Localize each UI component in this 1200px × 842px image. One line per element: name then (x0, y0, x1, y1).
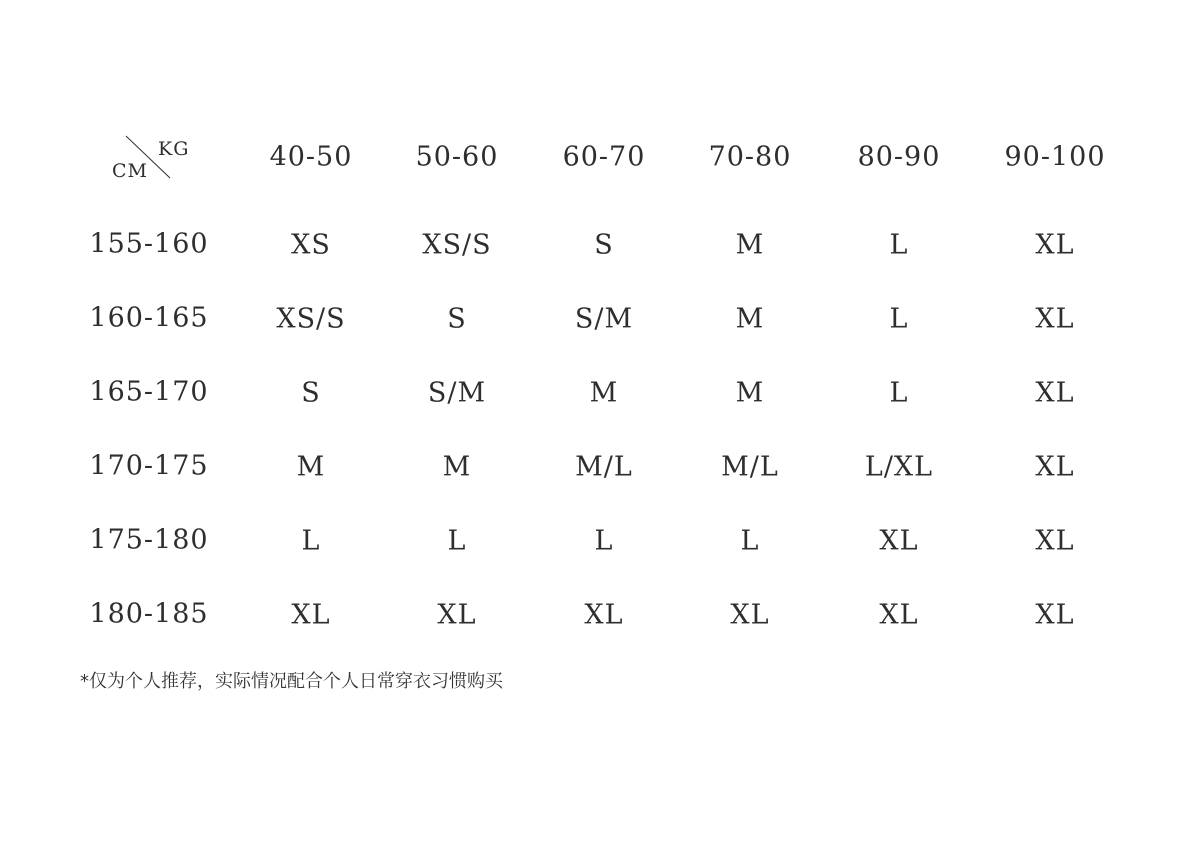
size-cell: XL (1035, 229, 1075, 261)
size-cell: L (889, 377, 909, 409)
size-cell: L (594, 525, 614, 557)
size-cell: S (447, 303, 467, 335)
column-header: 80-90 (857, 141, 941, 173)
column-header: 60-70 (562, 141, 646, 173)
row-header: 155-160 (89, 228, 209, 260)
size-cell: XL (879, 525, 919, 557)
size-cell: M/L (575, 451, 633, 483)
size-cell: L (740, 525, 760, 557)
height-unit-label: CM (112, 160, 148, 182)
size-cell: XL (584, 599, 624, 631)
size-cell: S/M (574, 303, 634, 335)
row-header: 180-185 (89, 598, 209, 630)
size-cell: XL (437, 599, 477, 631)
size-cell: M/L (721, 451, 779, 483)
size-cell: XL (730, 599, 770, 631)
size-cell: XL (1035, 525, 1075, 557)
size-cell: L (447, 525, 467, 557)
column-header: 70-80 (708, 141, 792, 173)
size-cell: XL (1035, 451, 1075, 483)
size-cell: M (735, 303, 765, 335)
row-header: 175-180 (89, 524, 209, 556)
size-cell: M (589, 377, 619, 409)
size-cell: L (889, 229, 909, 261)
row-header: 165-170 (89, 376, 209, 408)
size-cell: XS/S (422, 229, 492, 261)
row-header: 160-165 (89, 302, 209, 334)
corner-header (108, 134, 198, 186)
size-cell: L/XL (864, 451, 934, 483)
size-cell: XL (879, 599, 919, 631)
size-cell: XL (1035, 303, 1075, 335)
size-cell: XL (291, 599, 331, 631)
size-cell: M (442, 451, 472, 483)
size-cell: S/M (427, 377, 487, 409)
size-cell: L (301, 525, 321, 557)
column-header: 90-100 (1004, 141, 1106, 173)
size-cell: XS (291, 229, 331, 261)
row-header: 170-175 (89, 450, 209, 482)
size-cell: XL (1035, 599, 1075, 631)
size-cell: M (735, 229, 765, 261)
column-header: 50-60 (415, 141, 499, 173)
column-header: 40-50 (269, 141, 353, 173)
size-cell: M (735, 377, 765, 409)
footnote: *仅为个人推荐，实际情况配合个人日常穿衣习惯购买 (80, 671, 503, 692)
size-cell: S (594, 229, 614, 261)
weight-unit-label: KG (158, 138, 190, 160)
size-cell: S (301, 377, 321, 409)
size-cell: XS/S (276, 303, 346, 335)
size-cell: XL (1035, 377, 1075, 409)
size-cell: M (296, 451, 326, 483)
size-cell: L (889, 303, 909, 335)
